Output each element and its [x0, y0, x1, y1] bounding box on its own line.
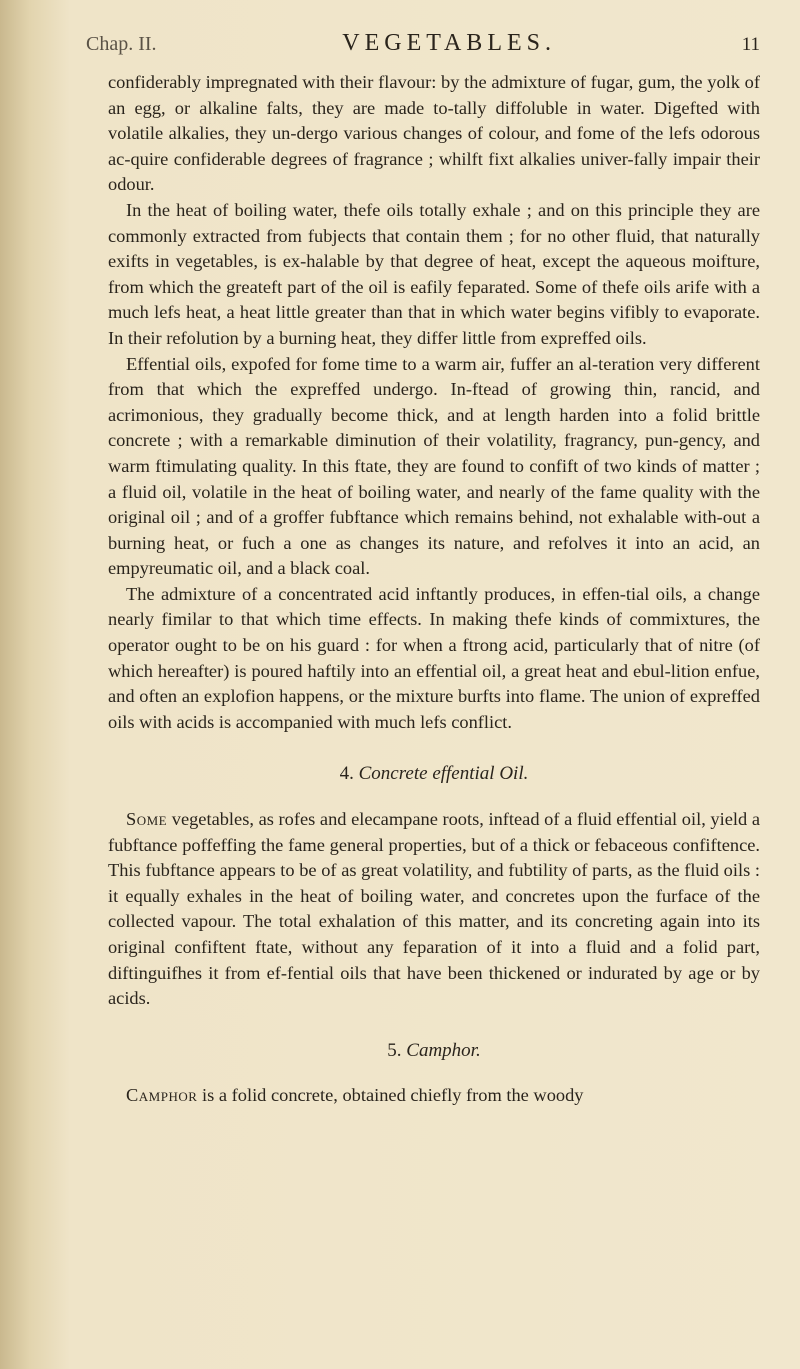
section-4-title: Concrete effential Oil.: [358, 763, 529, 785]
paragraph-2: In the heat of boiling water, thefe oils totally exhale ; and on this principle they are commonly extracted from fubjects that contain them ; for no other fluid, that naturally exifts in vegetables, is ex-halable by that degree of heat, except the aqueous moifture, from which the greateft part of the oil is eafily feparated. Some of thefe oils arife with a much lefs heat, a heat little greater than that in which water begins vifibly to evaporate. In their refolution by a burning heat, they differ little from expreffed oils.: [108, 199, 760, 348]
page-number: 11: [741, 34, 760, 55]
body-text: [108, 70, 760, 1109]
section-5-title: Camphor.: [406, 1039, 481, 1061]
paragraph-1: confiderably impregnated with their flavour: by the admixture of fugar, gum, the yolk of an egg, or alkaline falts, they are made to-tally diffoluble in water. Digefted with volatile alkalies, they un-dergo various changes of colour, and fome of the lefs odorous ac-quire confiderable degrees of fragrance ; whilft fixt alkalies univer-fally impair their odour.: [108, 72, 760, 195]
section-5-paragraph: [108, 1083, 760, 1109]
running-head: [86, 30, 760, 70]
chapter-label: Chap. II.: [86, 33, 157, 55]
paragraph-4: The admixture of a concentrated acid inftantly produces, in effen-tial oils, a change nearly fimilar to that which time effects. In making thefe kinds of commixtures, the operator ought to be on his guard : for when a ftrong acid, particularly that of nitre (of which hereafter) is poured haftily into an effential oil, a great heat and ebul-lition enfue, and often an explofion happens, or the mixture burfts into flame. The union of expreffed oils with acids is accompanied with much lefs conflict.: [108, 583, 760, 732]
section-5-heading: [108, 1038, 760, 1064]
section-4-number: 4.: [339, 763, 354, 785]
running-title: VEGETABLES.: [342, 30, 556, 56]
section-4-paragraph: [108, 807, 760, 1012]
section-5-lead: Camphor: [126, 1085, 198, 1106]
paragraph-3: Effential oils, expofed for fome time to a warm air, fuffer an al-teration very different from that which the expreffed undergo. In-ftead of growing thin, rancid, and acrimonious, they gradually become thick, and at length harden into a folid brittle concrete ; with a remarkable diminution of their volatility, fragrancy, pun-gency, and warm ftimulating quality. In this ftate, they are found to confift of two kinds of matter ; a fluid oil, volatile in the heat of boiling water, and nearly of the fame quality with the original oil ; and of a groffer fubftance which remains behind, not exhalable with-out a burning heat, or fuch a one as changes its nature, and refolves it into an acid, an empyreumatic oil, and a black coal.: [108, 353, 760, 579]
section-4-lead: Some: [126, 809, 168, 830]
section-4-text: vegetables, as rofes and elecampane roots, inftead of a fluid effential oil, yield a fubftance poffeffing the fame general properties, but of a thick or febaceous confiftence. This fubftance appears to be of as great volatility, and fubtility of parts, as the fluid oils : it equally exhales in the heat of boiling water, and concretes upon the furface of the collected vapour. The total exhalation of this matter, and its concreting again into its original confiftent ftate, without any feparation of it into a fluid and a folid part, diftinguifhes it from ef-fential oils that have been thickened or indurated by age or by acids.: [108, 809, 760, 1009]
section-5-text: is a folid concrete, obtained chiefly from the woody: [202, 1085, 584, 1106]
section-4-heading: [108, 761, 760, 787]
section-5-number: 5.: [387, 1039, 402, 1061]
